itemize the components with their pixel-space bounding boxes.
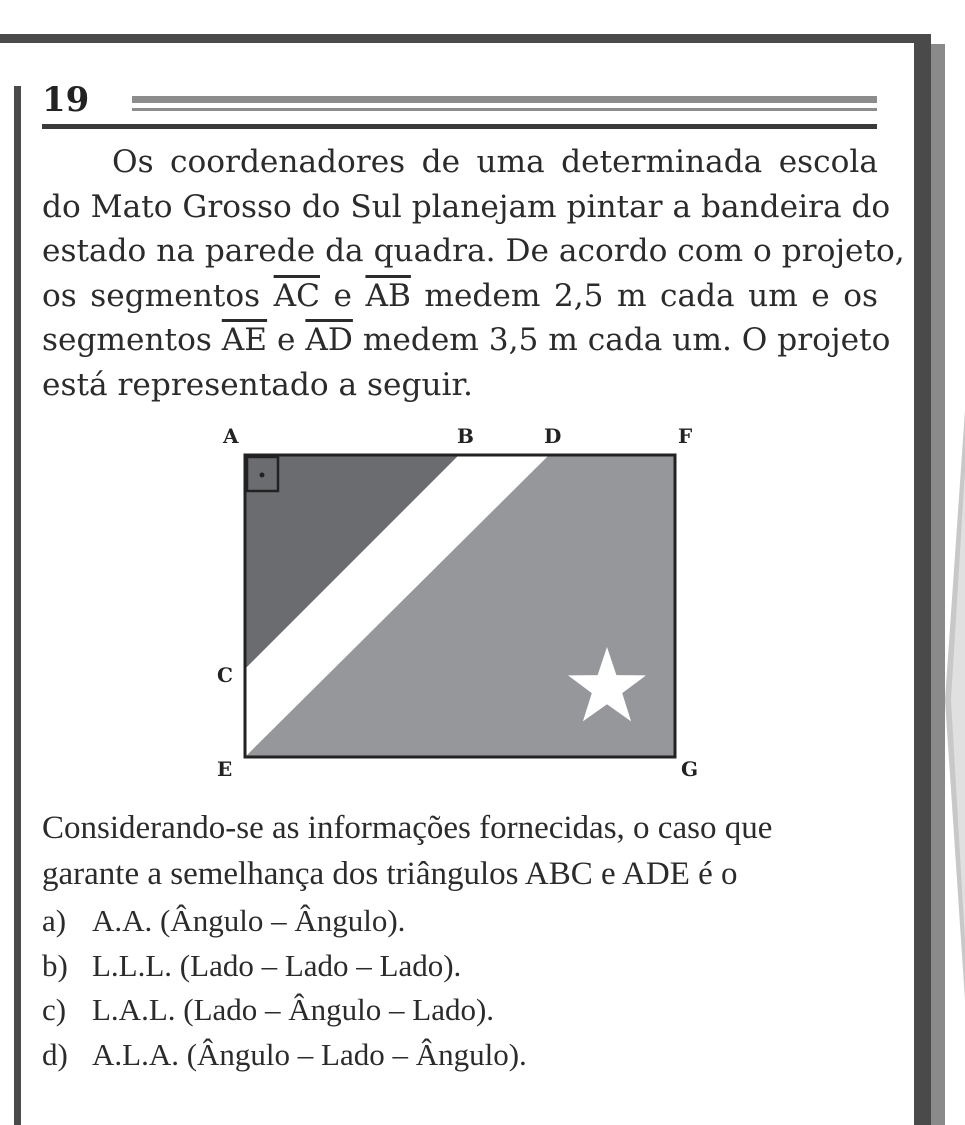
option-text: A.A. (Ângulo – Ângulo). bbox=[92, 903, 406, 938]
prompt-line: garante a semelhança dos triângulos ABC e ADE é o bbox=[42, 855, 738, 892]
decorative-edge bbox=[945, 0, 965, 1125]
option-letter: b) bbox=[42, 947, 68, 983]
frame-top-border bbox=[0, 34, 930, 43]
label-d: D bbox=[544, 424, 562, 448]
statement-text: e bbox=[267, 322, 306, 359]
segment-ae: $\overline{AE}$ bbox=[221, 322, 268, 359]
option-text: A.L.A. (Ângulo – Lado – Ângulo). bbox=[92, 1036, 527, 1072]
statement-line: está representado a seguir. bbox=[42, 366, 473, 403]
frame-left-border bbox=[14, 86, 21, 1125]
option-text: L.A.L. (Lado – Ângulo – Lado). bbox=[92, 992, 495, 1028]
statement-text: os segmentos bbox=[42, 277, 274, 314]
statement-line: do Mato Grosso do Sul planejam pintar a bandeira do bbox=[42, 188, 891, 225]
option-c[interactable] bbox=[42, 988, 527, 1033]
header-rule-dark bbox=[42, 124, 877, 129]
question-number: 19 bbox=[42, 80, 90, 120]
statement-line: estado na parede da quadra. De acordo com o projeto, bbox=[42, 233, 905, 270]
option-d[interactable] bbox=[42, 1033, 527, 1078]
option-letter: d) bbox=[42, 1036, 68, 1072]
option-text: L.L.L. (Lado – Lado – Lado). bbox=[92, 947, 462, 983]
option-letter: a) bbox=[42, 903, 67, 938]
segment-ac: $\overline{AC}$ bbox=[273, 277, 320, 314]
statement-text: e bbox=[320, 277, 366, 314]
flag-figure bbox=[200, 420, 720, 780]
label-c: C bbox=[217, 663, 233, 687]
option-b[interactable] bbox=[42, 944, 527, 989]
question-prompt bbox=[42, 806, 878, 897]
answer-options bbox=[42, 899, 527, 1077]
statement-line bbox=[42, 318, 891, 363]
option-letter: c) bbox=[42, 992, 67, 1028]
option-a[interactable] bbox=[42, 899, 527, 944]
prompt-line: Considerando-se as informações fornecidas, o caso que bbox=[42, 810, 773, 846]
right-angle-dot bbox=[260, 473, 265, 478]
segment-ab: $\overline{AB}$ bbox=[365, 277, 411, 314]
statement-text: medem 2,5 m cada um e os bbox=[410, 277, 878, 314]
statement-text: medem 3,5 m cada um. O projeto bbox=[352, 322, 891, 359]
label-f: F bbox=[678, 424, 693, 448]
question-statement bbox=[42, 140, 905, 408]
label-g: G bbox=[681, 757, 699, 780]
frame-shadow bbox=[931, 44, 945, 1125]
header-rule bbox=[132, 108, 877, 111]
label-e: E bbox=[217, 757, 233, 780]
statement-line bbox=[42, 274, 878, 319]
label-b: B bbox=[457, 424, 474, 448]
header-rule bbox=[132, 96, 877, 103]
label-a: A bbox=[223, 424, 239, 448]
segment-ad: $\overline{AD}$ bbox=[305, 322, 353, 359]
statement-line: Os coordenadores de uma determinada escola bbox=[112, 144, 878, 180]
statement-text: segmentos bbox=[42, 322, 222, 359]
frame-right-border bbox=[914, 34, 931, 1125]
